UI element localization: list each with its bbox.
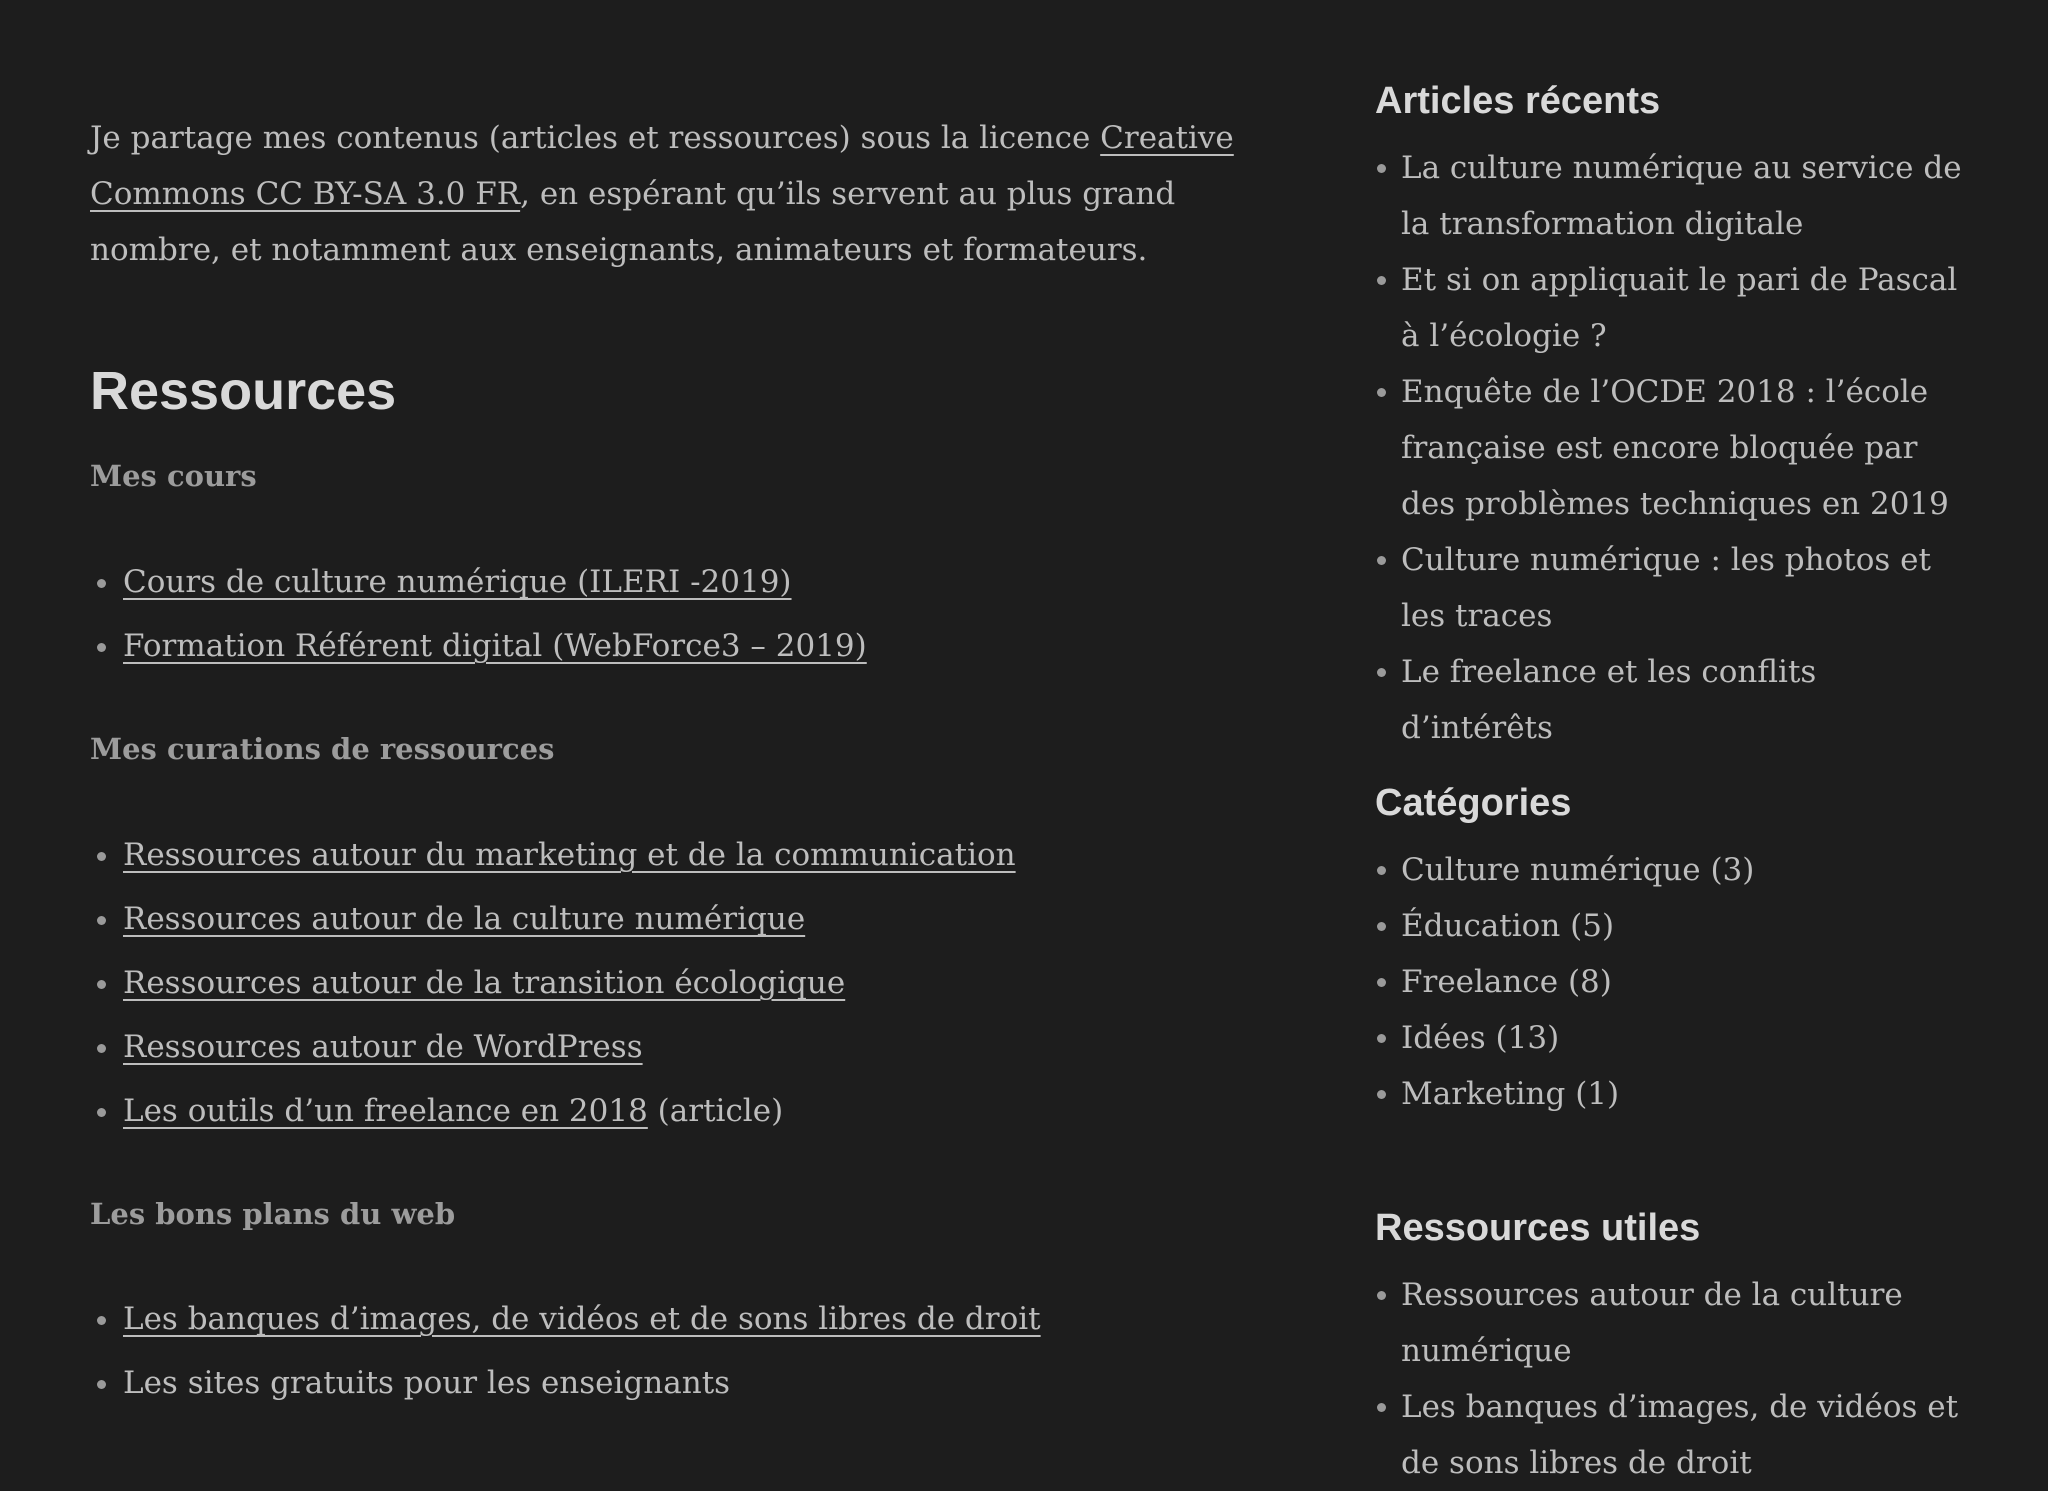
course-link-ileri[interactable]: Cours de culture numérique (ILERI -2019) [123,564,792,600]
recent-article-item[interactable]: Et si on appliquait le pari de Pascal à l’écologie ? [1375,252,1975,364]
intro-text-after: , en espérant qu’ils servent au plus grand nombre, et notamment aux enseignants, animateurs et formateurs. [90,176,1176,268]
categories-title: Catégories [1375,782,1572,824]
recent-article-item[interactable]: La culture numérique au service de la transformation digitale [1375,140,1975,252]
curation-link-wordpress[interactable]: Ressources autour de WordPress [123,1029,643,1065]
list-item [90,1351,1041,1415]
category-item[interactable]: Freelance (8) [1375,954,1975,1010]
useful-resources-list [1375,1267,1975,1491]
useful-resource-item[interactable]: Les banques d’images, de vidéos et de sons libres de droit [1375,1379,1975,1491]
recent-article-item[interactable]: Culture numérique : les photos et les traces [1375,532,1975,644]
intro-paragraph [90,110,1250,278]
recent-articles-list [1375,140,1975,756]
recent-articles-title: Articles récents [1375,80,1661,122]
article-suffix: (article) [647,1093,784,1129]
list-item [90,1287,1041,1351]
curation-link-freelance-tools[interactable]: Les outils d’un freelance en 2018 [123,1093,648,1129]
courses-heading: Mes cours [90,459,257,493]
list-item [90,823,1016,887]
curations-list [90,823,1016,1143]
web-deals-list [90,1287,1041,1415]
recent-article-item[interactable]: Enquête de l’OCDE 2018 : l’école française est encore bloquée par des problèmes techniques en 2019 [1375,364,1975,532]
intro-text-before: Je partage mes contenus (articles et ressources) sous la licence [90,120,1101,156]
list-item [90,1015,1016,1079]
list-item [90,951,1016,1015]
curation-link-culture[interactable]: Ressources autour de la culture numérique [123,901,806,937]
course-link-webforce3[interactable]: Formation Référent digital (WebForce3 – 2019) [123,628,867,664]
courses-list [90,550,867,678]
main-content [90,110,1250,1401]
web-deals-heading: Les bons plans du web [90,1197,456,1231]
list-item [90,614,867,678]
useful-resources-title: Ressources utiles [1375,1207,1701,1249]
curations-heading: Mes curations de ressources [90,732,555,766]
category-item[interactable]: Éducation (5) [1375,898,1975,954]
category-item[interactable]: Marketing (1) [1375,1066,1975,1122]
resources-title: Ressources [90,361,397,421]
deal-link-media-banks[interactable]: Les banques d’images, de vidéos et de sons libres de droit [123,1301,1041,1337]
curation-link-ecology[interactable]: Ressources autour de la transition écologique [123,965,846,1001]
deal-link-teacher-sites[interactable]: Les sites gratuits pour les enseignants [123,1365,731,1401]
useful-resource-item[interactable]: Ressources autour de la culture numérique [1375,1267,1975,1379]
categories-list [1375,842,1975,1122]
list-item [90,1079,1016,1143]
category-item[interactable]: Culture numérique (3) [1375,842,1975,898]
license-link[interactable]: Creative Commons CC BY-SA 3.0 FR [90,120,1234,212]
recent-article-item[interactable]: Le freelance et les conflits d’intérêts [1375,644,1975,756]
category-item[interactable]: Idées (13) [1375,1010,1975,1066]
list-item [90,887,1016,951]
list-item [90,550,867,614]
curation-link-marketing[interactable]: Ressources autour du marketing et de la communication [123,837,1016,873]
